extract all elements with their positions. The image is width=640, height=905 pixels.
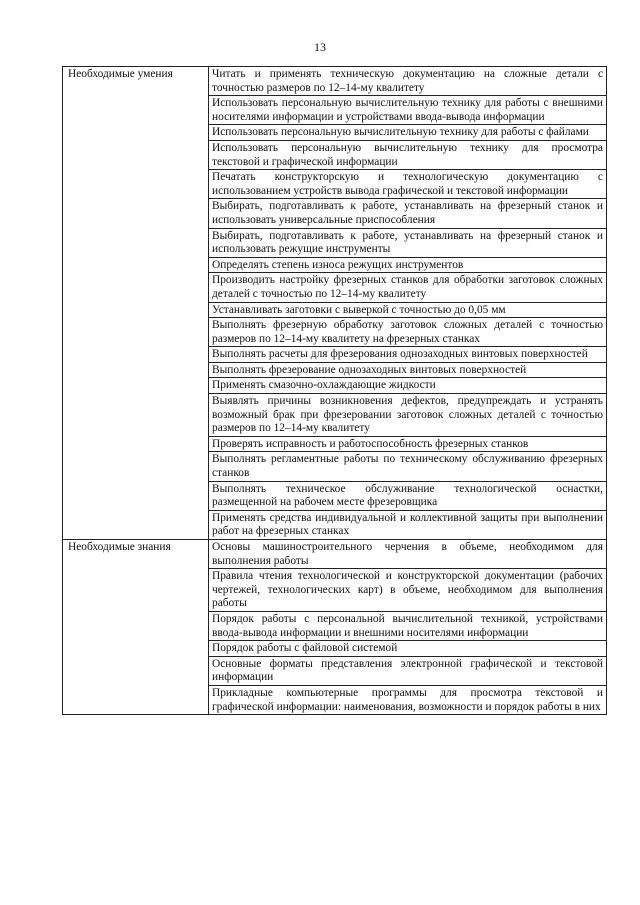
requirement-item: Выбирать, подготавливать к работе, устанавливать на фрезерный станок и использовать режущие инструменты bbox=[209, 228, 607, 257]
requirements-table bbox=[62, 66, 607, 715]
requirement-item: Выполнять фрезерную обработку заготовок сложных деталей с точностью размеров по 12–14-му квалитету на фрезерных станках bbox=[209, 318, 607, 347]
requirement-item: Прикладные компьютерные программы для просмотра текстовой и графической информации: наименования, возможности и порядок работы в них bbox=[209, 685, 607, 714]
requirement-item: Устанавливать заготовки с выверкой с точностью до 0,05 мм bbox=[209, 302, 607, 318]
requirement-item: Выбирать, подготавливать к работе, устанавливать на фрезерный станок и использовать универсальные приспособления bbox=[209, 199, 607, 228]
table-row bbox=[63, 67, 607, 96]
requirement-item: Использовать персональную вычислительную технику для работы с внешними носителями информации и устройствами ввода-вывода информации bbox=[209, 96, 607, 125]
requirement-item: Порядок работы с файловой системой bbox=[209, 641, 607, 657]
page-number: 13 bbox=[314, 40, 326, 54]
requirement-item: Производить настройку фрезерных станков для обработки заготовок сложных деталей с точностью по 12–14-му квалитету bbox=[209, 273, 607, 302]
requirement-item: Выполнять расчеты для фрезерования однозаходных винтовых поверхностей bbox=[209, 347, 607, 363]
requirement-item: Порядок работы с персональной вычислительной техникой, устройствами ввода-вывода информации и внешними носителями информации bbox=[209, 611, 607, 640]
requirement-item: Использовать персональную вычислительную технику для работы с файлами bbox=[209, 125, 607, 141]
requirement-item: Применять средства индивидуальной и коллективной защиты при выполнении работ на фрезерных станках bbox=[209, 510, 607, 539]
requirement-item: Основные форматы представления электронной графической и текстовой информации bbox=[209, 656, 607, 685]
requirement-item: Читать и применять техническую документацию на сложные детали с точностью размеров по 12–14-му квалитету bbox=[209, 67, 607, 96]
requirement-item: Выявлять причины возникновения дефектов, предупреждать и устранять возможный брак при фрезеровании заготовок сложных деталей с точностью размеров по 12–14-му квалитету bbox=[209, 394, 607, 437]
requirement-item: Печатать конструкторскую и технологическую документацию с использованием устройств вывода графической и текстовой информации bbox=[209, 170, 607, 199]
requirement-item: Выполнять техническое обслуживание технологической оснастки, размещенной на рабочем месте фрезеровщика bbox=[209, 481, 607, 510]
requirement-item: Определять степень износа режущих инструментов bbox=[209, 257, 607, 273]
requirement-item: Использовать персональную вычислительную технику для просмотра текстовой и графической информации bbox=[209, 140, 607, 169]
requirement-item: Основы машиностроительного черчения в объеме, необходимом для выполнения работы bbox=[209, 540, 607, 569]
requirements-table-body bbox=[63, 67, 607, 715]
requirement-item: Выполнять фрезерование однозаходных винтовых поверхностей bbox=[209, 362, 607, 378]
section-label: Необходимые знания bbox=[63, 540, 209, 715]
requirement-item: Применять смазочно-охлаждающие жидкости bbox=[209, 378, 607, 394]
table-row bbox=[63, 540, 607, 569]
section-label: Необходимые умения bbox=[63, 67, 209, 540]
requirement-item: Проверять исправность и работоспособность фрезерных станков bbox=[209, 436, 607, 452]
requirement-item: Правила чтения технологической и конструкторской документации (рабочих чертежей, технологических карт) в объеме, необходимом для выполнения работы bbox=[209, 569, 607, 612]
requirement-item: Выполнять регламентные работы по техническому обслуживанию фрезерных станков bbox=[209, 452, 607, 481]
